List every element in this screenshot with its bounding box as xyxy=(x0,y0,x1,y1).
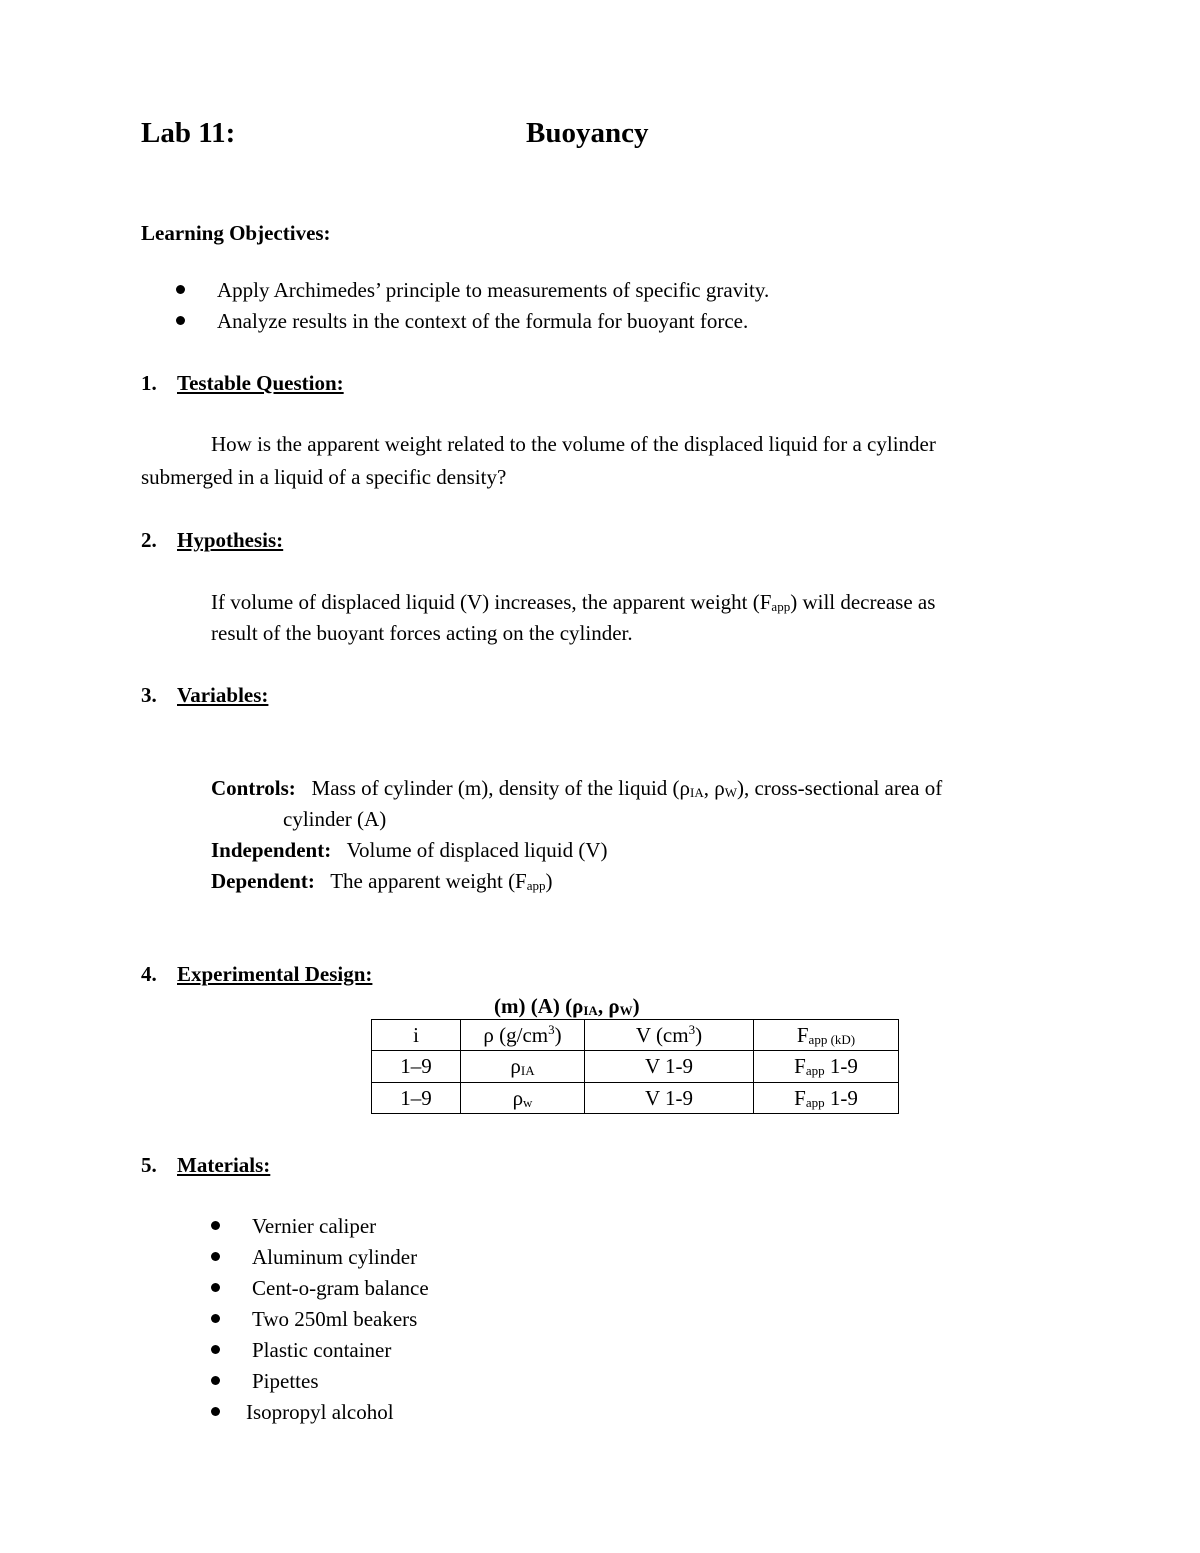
material-item: Pipettes xyxy=(211,1366,319,1396)
section-heading-variables: 3. Variables: xyxy=(141,683,269,707)
bullet-icon xyxy=(211,1407,220,1416)
hypothesis-line-2: result of the buoyant forces acting on the cylinder. xyxy=(211,621,633,645)
material-item: Vernier caliper xyxy=(211,1211,376,1241)
question-line-1: How is the apparent weight related to the volume of the displaced liquid for a cylinder xyxy=(211,432,936,456)
bullet-icon xyxy=(211,1283,220,1292)
objective-item: Analyze results in the context of the formula for buoyant force. xyxy=(176,306,748,336)
header-i: i xyxy=(372,1020,461,1051)
header-density: ρ $(g/cm^3)$ xyxy=(461,1020,585,1051)
cell-volume: V 1-9 xyxy=(585,1082,754,1113)
cell-apparent-weight: Fapp 1-9 xyxy=(754,1051,899,1082)
bullet-icon xyxy=(176,316,185,325)
cell-i: 1–9 xyxy=(372,1082,461,1113)
table-row xyxy=(372,1051,899,1082)
cell-apparent-weight: Fapp 1-9 xyxy=(754,1082,899,1113)
controls-line-2: cylinder (A) xyxy=(283,807,387,831)
header-apparent-weight: Fapp (kD) xyxy=(754,1020,899,1051)
section-heading-question: 1. Testable Question: xyxy=(141,371,344,395)
bullet-icon xyxy=(211,1345,220,1354)
cell-density: ρw xyxy=(461,1082,585,1113)
cell-volume: V 1-9 xyxy=(585,1051,754,1082)
independent-line: Independent: Volume of displaced liquid (V) xyxy=(211,838,608,862)
material-item: Cent-o-gram balance xyxy=(211,1273,429,1303)
cell-density: ρIA xyxy=(461,1051,585,1082)
section-heading-design: 4. Experimental Design: xyxy=(141,962,373,986)
material-item: Two 250ml beakers xyxy=(211,1304,417,1334)
table-caption: (m) (A) (ρIA, ρW) xyxy=(494,994,640,1018)
bullet-icon xyxy=(211,1252,220,1261)
question-line-2: submerged in a liquid of a specific density? xyxy=(141,465,507,489)
hypothesis-line-1: If volume of displaced liquid (V) increases, the apparent weight (Fapp) will decrease as xyxy=(211,590,936,614)
bullet-icon xyxy=(211,1314,220,1323)
cell-i: 1–9 xyxy=(372,1051,461,1082)
material-item: Plastic container xyxy=(211,1335,391,1365)
controls-line: Controls: Mass of cylinder (m), density of the liquid (ρIA, ρW), cross-sectional area of xyxy=(211,776,943,800)
section-heading-materials: 5. Materials: xyxy=(141,1153,271,1177)
lab-number: Lab 11: xyxy=(141,117,236,149)
material-item: Aluminum cylinder xyxy=(211,1242,417,1272)
header-volume: V $(cm^3)$ xyxy=(585,1020,754,1051)
table-header-row xyxy=(372,1020,899,1051)
design-table xyxy=(371,1019,899,1114)
material-item: Isopropyl alcohol xyxy=(211,1397,394,1427)
objectives-heading: Learning Objectives: xyxy=(141,221,331,245)
bullet-icon xyxy=(211,1221,220,1230)
dependent-line: Dependent: The apparent weight (Fapp) xyxy=(211,869,553,893)
section-heading-hypothesis: 2. Hypothesis: xyxy=(141,528,284,552)
objective-item: Apply Archimedes’ principle to measurements of specific gravity. xyxy=(176,275,769,305)
page-title: Buoyancy xyxy=(526,117,649,149)
bullet-icon xyxy=(176,285,185,294)
table-row xyxy=(372,1082,899,1113)
bullet-icon xyxy=(211,1376,220,1385)
